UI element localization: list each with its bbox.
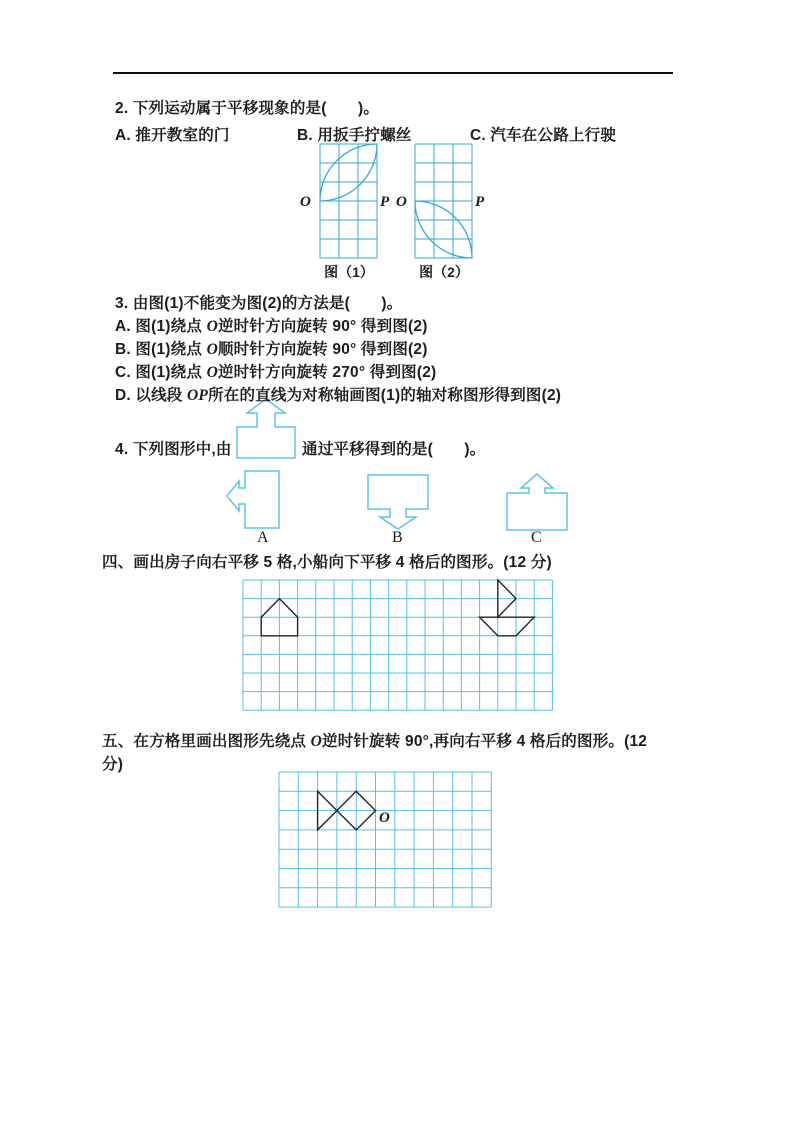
question-3-text: 3. 由图(1)不能变为图(2)的方法是( )。: [115, 295, 403, 312]
figure-1-caption: 图（1）: [324, 264, 374, 280]
option-text: B. 图(1)绕点: [115, 341, 207, 358]
question-4-text-after: 通过平移得到的是( )。: [302, 441, 486, 458]
point-name: O: [206, 318, 218, 335]
option-text: A. 图(1)绕点: [115, 318, 207, 335]
fig2-point-p-label: P: [475, 194, 485, 210]
option-text: 顺时针方向旋转 90° 得到图(2): [217, 341, 428, 358]
fig1-point-o-label: O: [300, 194, 311, 210]
segment-name: OP: [187, 387, 209, 404]
q4-reference-shape: [237, 399, 295, 458]
q5-rotation-grid: [279, 772, 491, 907]
option-text: 所在的直线为对称轴画图(1)的轴对称图形得到图(2): [208, 387, 562, 404]
question-3-option-b: [115, 337, 428, 359]
header-rule: [113, 72, 673, 74]
option-text: C. 图(1)绕点: [115, 364, 207, 381]
point-name: O: [310, 733, 323, 750]
question-2-option-a: A. 推开教室的门: [115, 127, 230, 144]
fig2-point-o-label: O: [396, 194, 407, 210]
q4-option-b-shape: [368, 475, 428, 529]
q4-option-a-label: A: [257, 529, 269, 546]
q4-option-c-shape: [507, 474, 567, 530]
question-4-text-before: 4. 下列图形中,由: [115, 441, 232, 458]
q4-option-c-label: C: [531, 529, 542, 546]
figure-1-grid: [320, 144, 377, 258]
instruction-text: 五、在方格里画出图形先绕点: [102, 733, 311, 750]
section-4-instruction: 四、画出房子向右平移 5 格,小船向下平移 4 格后的图形。(12 分): [102, 554, 552, 571]
q5-point-o-label: O: [379, 810, 390, 826]
question-2-text: 2. 下列运动属于平移现象的是( )。: [115, 100, 380, 117]
question-2-option-c: C. 汽车在公路上行驶: [470, 127, 617, 144]
question-3-option-c: [115, 360, 436, 382]
figure-2-grid: [415, 144, 472, 258]
point-name: O: [206, 341, 218, 358]
fig1-point-p-label: P: [380, 194, 390, 210]
option-text: 逆时针方向旋转 90° 得到图(2): [217, 318, 428, 335]
question-3-option-a: [115, 314, 428, 336]
point-name: O: [206, 364, 218, 381]
option-text: D. 以线段: [115, 387, 188, 404]
q4-translation-grid: [243, 580, 552, 710]
q4-option-a-shape: [227, 471, 279, 528]
section-5-instruction-line1: [102, 729, 647, 751]
instruction-text: 逆时针旋转 90°,再向右平移 4 格后的图形。(12: [322, 733, 648, 750]
figure-2-caption: 图（2）: [419, 264, 469, 280]
section-5-instruction-line2: 分): [102, 756, 124, 773]
q4-option-b-label: B: [392, 529, 403, 546]
option-text: 逆时针方向旋转 270° 得到图(2): [217, 364, 437, 381]
question-3-option-d: [115, 383, 561, 405]
question-2-option-b: B. 用扳手拧螺丝: [297, 127, 412, 144]
